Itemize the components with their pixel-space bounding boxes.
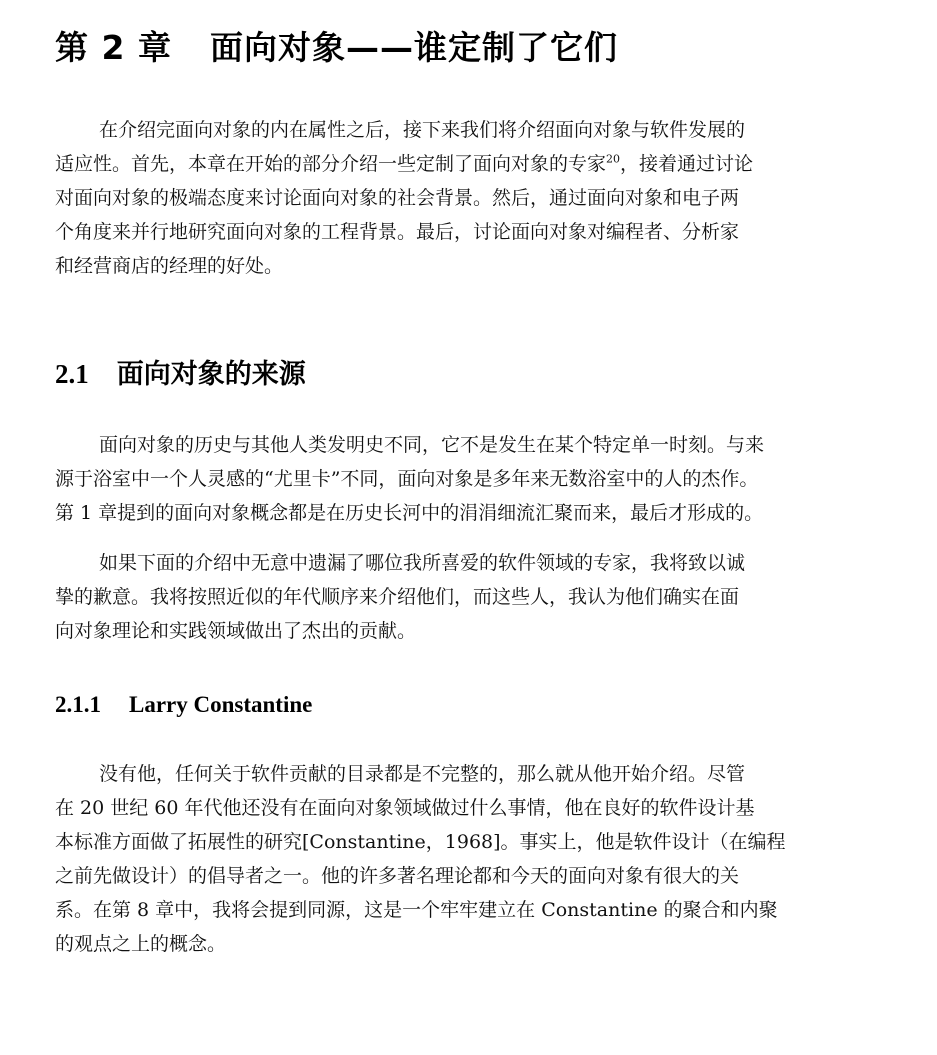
section-heading <box>55 352 306 391</box>
text-line: 挚的歉意。我将按照近似的年代顺序来介绍他们，而这些人，我认为他们确实在面 <box>55 586 740 608</box>
intro-paragraph <box>55 113 895 283</box>
text-line: 第 1 章提到的面向对象概念都是在历史长河中的涓涓细流汇聚而来，最后才形成的。 <box>55 502 764 524</box>
text-line: 没有他，任何关于软件贡献的目录都是不完整的，那么就从他开始介绍。尽管 <box>99 763 746 785</box>
text-line <box>55 147 895 181</box>
text-line: 本标准方面做了拓展性的研究[Constantine，1968]。事实上，他是软件设计（在编程 <box>55 831 786 853</box>
text-line: 对面向对象的极端态度来讨论面向对象的社会背景。然后，通过面向对象和电子两 <box>55 187 740 209</box>
text-line: 系。在第 8 章中，我将会提到同源，这是一个牢牢建立在 Constantine 的聚合和内聚 <box>55 899 778 921</box>
chapter-number: 第 2 章 <box>55 28 172 67</box>
text-line: 和经营商店的经理的好处。 <box>55 255 284 277</box>
chapter-title <box>55 22 618 69</box>
footnote-reference[interactable]: 20 <box>606 152 621 166</box>
text-line: 如果下面的介绍中无意中遗漏了哪位我所喜爱的软件领域的专家，我将致以诚 <box>99 552 746 574</box>
text-line: 在介绍完面向对象的内在属性之后，接下来我们将介绍面向对象与软件发展的 <box>99 119 746 141</box>
chapter-title-text: 面向对象——谁定制了它们 <box>209 28 618 67</box>
subsection-number: 2.1.1 <box>55 692 101 717</box>
text-line: 源于浴室中一个人灵感的“尤里卡”不同，面向对象是多年来无数浴室中的人的杰作。 <box>55 468 759 490</box>
text-line: 个角度来并行地研究面向对象的工程背景。最后，讨论面向对象对编程者、分析家 <box>55 221 740 243</box>
subsection-title-text: Larry Constantine <box>129 692 313 717</box>
text-line: 向对象理论和实践领域做出了杰出的贡献。 <box>55 620 417 642</box>
section-number: 2.1 <box>55 359 89 389</box>
subsection-paragraph <box>55 757 895 961</box>
text-line: 在 20 世纪 60 年代他还没有在面向对象领域做过什么事情，他在良好的软件设计基 <box>55 797 755 819</box>
subsection-heading <box>55 692 312 718</box>
section-paragraph-1 <box>55 428 895 530</box>
text-segment: ，接着通过讨论 <box>620 153 754 175</box>
text-line: 之前先做设计）的倡导者之一。他的许多著名理论都和今天的面向对象有很大的关 <box>55 865 740 887</box>
text-line: 的观点之上的概念。 <box>55 933 227 955</box>
text-segment: 适应性。首先，本章在开始的部分介绍一些定制了面向对象的专家 <box>55 153 607 175</box>
text-line: 面向对象的历史与其他人类发明史不同，它不是发生在某个特定单一时刻。与来 <box>99 434 765 456</box>
section-title-text: 面向对象的来源 <box>116 359 306 389</box>
section-paragraph-2 <box>55 546 895 648</box>
